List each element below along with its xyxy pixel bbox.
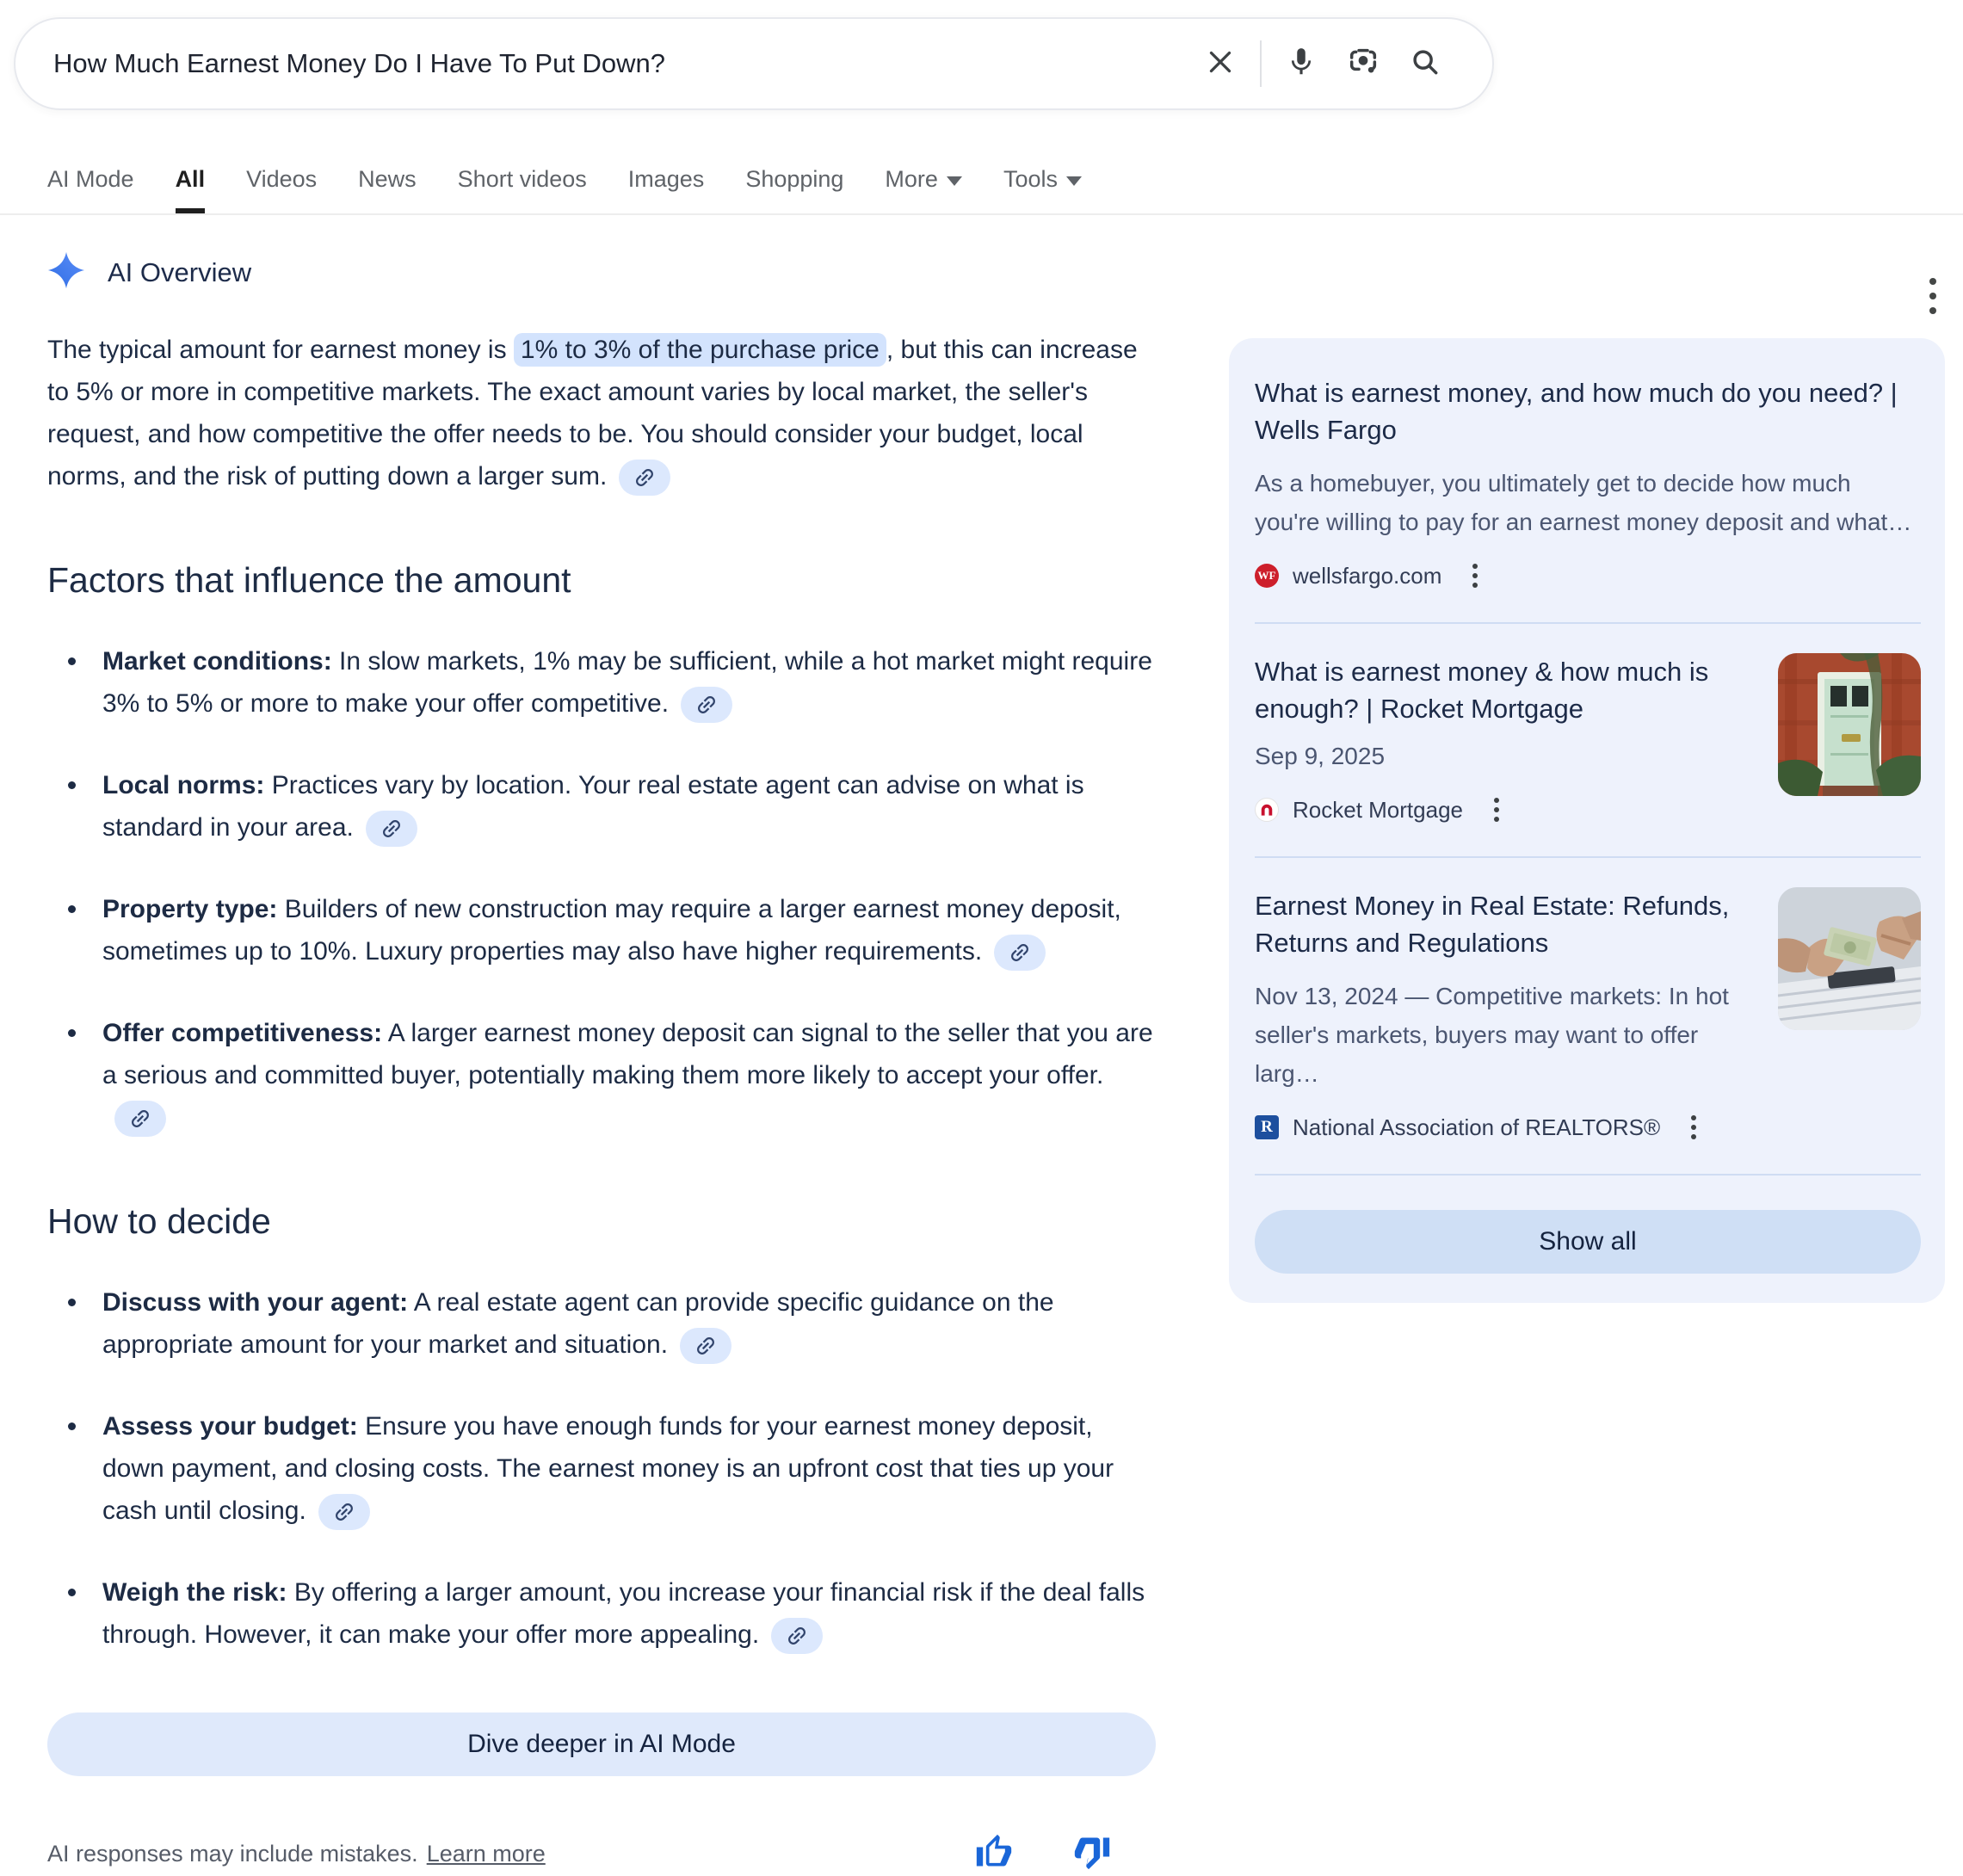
- wells-fargo-favicon-icon: WF: [1255, 564, 1279, 588]
- more-vertical-icon: [1494, 798, 1499, 803]
- source-title[interactable]: What is earnest money & how much is enough? | Rocket Mortgage: [1255, 657, 1709, 724]
- source-link-chip[interactable]: [114, 1101, 166, 1137]
- search-submit-button[interactable]: [1394, 33, 1456, 95]
- ai-overview-body: [47, 329, 1156, 1876]
- list-item: Discuss with your agent: A real estate agent can provide specific guidance on the appropriate amount for your market and situation.: [68, 1281, 1156, 1366]
- source-domain: Rocket Mortgage: [1293, 796, 1463, 823]
- microphone-icon: [1285, 46, 1318, 83]
- ai-overview-title: AI Overview: [108, 256, 252, 287]
- nar-favicon-icon: R: [1255, 1115, 1279, 1139]
- list-item: Market conditions: In slow markets, 1% may be sufficient, while a hot market might require 3% to 5% or more to make your offer competitive.: [68, 640, 1156, 725]
- more-vertical-icon: [1691, 1115, 1696, 1120]
- thumbs-up-icon: [975, 1833, 1013, 1875]
- search-bar-divider: [1260, 40, 1262, 87]
- tab-tools[interactable]: Tools: [1003, 166, 1082, 213]
- source-menu-button[interactable]: [1489, 793, 1504, 827]
- highlighted-answer[interactable]: 1% to 3% of the purchase price: [514, 333, 886, 367]
- source-domain: National Association of REALTORS®: [1293, 1114, 1661, 1140]
- tabs-divider: [0, 213, 1963, 215]
- thumbs-down-icon: [1073, 1833, 1111, 1875]
- search-icon: [1409, 46, 1441, 83]
- tab-more[interactable]: More: [885, 166, 962, 213]
- chevron-down-icon: [947, 176, 962, 186]
- thumbs-up-button[interactable]: [972, 1831, 1016, 1876]
- source-menu-button[interactable]: [1467, 558, 1483, 593]
- list-item: Local norms: Practices vary by location. Your real estate agent can advise on what is standard in your area.: [68, 764, 1156, 849]
- voice-search-button[interactable]: [1270, 33, 1332, 95]
- disclaimer-text: AI responses may include mistakes.: [47, 1840, 418, 1867]
- source-card-nar[interactable]: [1255, 887, 1921, 1145]
- search-bar[interactable]: [14, 17, 1494, 110]
- lens-search-button[interactable]: [1332, 33, 1394, 95]
- source-link-chip[interactable]: [994, 935, 1046, 971]
- tab-ai-mode[interactable]: AI Mode: [47, 166, 134, 192]
- overview-intro-paragraph: The typical amount for earnest money is 1% to 3% of the purchase price , but this can increase to 5% or more in competitive markets. The exact amount varies by local market, the seller's request, and how competitive the offer needs to be. You should consider your budget, local norms, and the risk of putting down a larger sum.: [47, 329, 1156, 497]
- list-item: Property type: Builders of new construction may require a larger earnest money deposit, sometimes up to 10%. Luxury properties may also have higher requirements.: [68, 888, 1156, 972]
- tab-all[interactable]: All: [176, 166, 206, 213]
- camera-lens-icon: [1346, 45, 1380, 83]
- show-all-button[interactable]: Show all: [1255, 1210, 1921, 1274]
- sparkle-icon: [47, 251, 85, 293]
- source-link-chip[interactable]: [318, 1494, 370, 1530]
- source-link-chip[interactable]: [681, 687, 732, 723]
- clear-search-button[interactable]: [1189, 33, 1251, 95]
- list-item: Weigh the risk: By offering a larger amount, you increase your financial risk if the deal falls through. However, it can make your offer more appealing.: [68, 1571, 1156, 1656]
- section-heading-factors: Factors that influence the amount: [47, 560, 571, 600]
- thumbs-down-button[interactable]: [1070, 1831, 1114, 1876]
- source-link-chip[interactable]: [619, 460, 670, 496]
- card-divider: [1255, 1174, 1921, 1176]
- source-link-chip[interactable]: [366, 811, 417, 847]
- source-link-chip[interactable]: [680, 1328, 731, 1364]
- source-domain: wellsfargo.com: [1293, 562, 1442, 589]
- source-snippet: As a homebuyer, you ultimately get to decide how much you're willing to pay for an earnest money deposit and what…: [1255, 470, 1912, 535]
- dive-deeper-button[interactable]: Dive deeper in AI Mode: [47, 1712, 1156, 1776]
- search-input[interactable]: How Much Earnest Money Do I Have To Put Down?: [53, 48, 666, 78]
- list-item: Offer competitiveness: A larger earnest money deposit can signal to the seller that you are a serious and committed buyer, potentially making them more likely to accept your offer.: [68, 1012, 1156, 1139]
- source-card-rocket-mortgage[interactable]: [1255, 653, 1921, 827]
- sources-panel: [1229, 338, 1945, 1303]
- article-thumbnail[interactable]: [1778, 887, 1921, 1030]
- overview-footer: [47, 1831, 1156, 1876]
- more-vertical-icon: [1929, 278, 1936, 285]
- close-icon: [1205, 46, 1236, 82]
- tab-images[interactable]: Images: [627, 166, 705, 192]
- factors-list: [47, 640, 1156, 1139]
- tab-news[interactable]: News: [358, 166, 417, 192]
- section-heading-decide: How to decide: [47, 1201, 271, 1241]
- tab-short-videos[interactable]: Short videos: [457, 166, 587, 192]
- chevron-down-icon: [1066, 176, 1082, 186]
- source-snippet: Nov 13, 2024 — Competitive markets: In hot seller's markets, buyers may want to offer larg…: [1255, 983, 1729, 1087]
- source-card-wells-fargo[interactable]: [1255, 374, 1921, 593]
- ai-overview-header: [47, 251, 251, 293]
- results-tab-bar: [47, 151, 1082, 213]
- source-title[interactable]: Earnest Money in Real Estate: Refunds, Returns and Regulations: [1255, 891, 1730, 958]
- rocket-mortgage-favicon-icon: [1255, 798, 1279, 822]
- decide-list: [47, 1281, 1156, 1656]
- list-item: Assess your budget: Ensure you have enough funds for your earnest money deposit, down payment, and closing costs. The earnest money is an upfront cost that ties up your cash until closing.: [68, 1405, 1156, 1532]
- source-menu-button[interactable]: [1686, 1110, 1701, 1145]
- source-title[interactable]: What is earnest money, and how much do you need? | Wells Fargo: [1255, 378, 1898, 445]
- tab-videos[interactable]: Videos: [246, 166, 318, 192]
- source-date: Sep 9, 2025: [1255, 743, 1386, 769]
- card-divider: [1255, 622, 1921, 624]
- learn-more-link[interactable]: Learn more: [426, 1840, 546, 1867]
- tab-shopping[interactable]: Shopping: [745, 166, 844, 192]
- more-vertical-icon: [1472, 564, 1478, 569]
- overview-menu-button[interactable]: [1916, 274, 1950, 318]
- card-divider: [1255, 856, 1921, 858]
- article-thumbnail[interactable]: [1778, 653, 1921, 796]
- source-link-chip[interactable]: [771, 1618, 823, 1654]
